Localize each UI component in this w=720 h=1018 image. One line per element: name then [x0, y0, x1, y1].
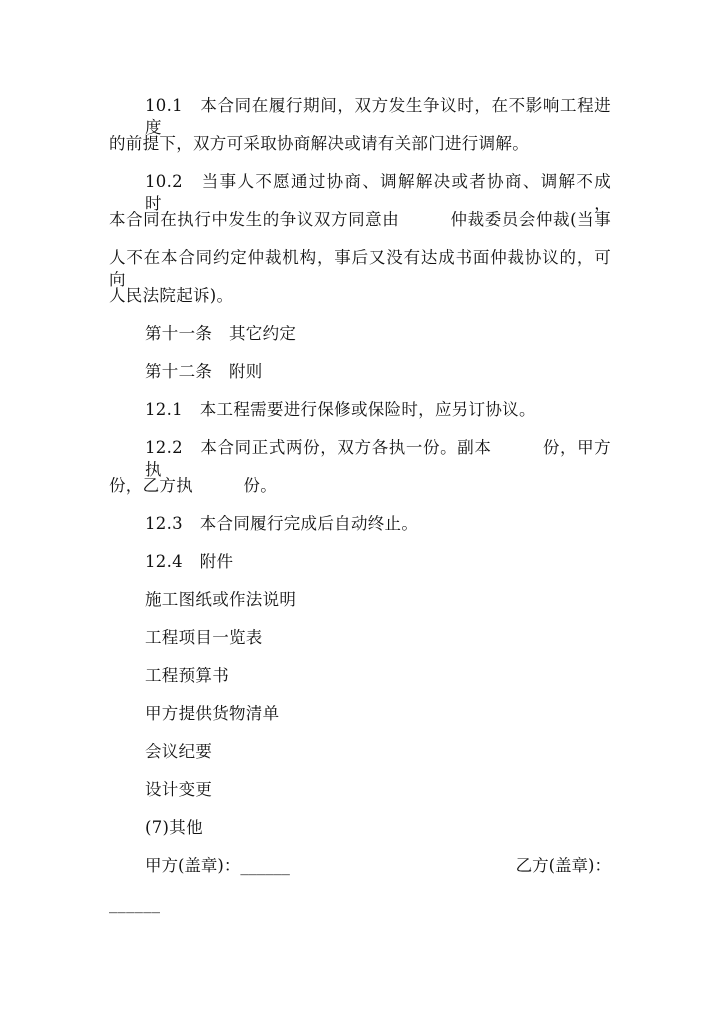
- clause-10-1-line-1: 10.1 本合同在履行期间，双方发生争议时，在不影响工程进度: [145, 96, 611, 137]
- clause-12-1: 12.1 本工程需要进行保修或保险时，应另订协议。: [145, 400, 536, 419]
- attachment-item-4: 甲方提供货物清单: [145, 704, 280, 723]
- article-12-heading: 第十二条 附则: [145, 362, 263, 381]
- clause-12-2-line-2: 份，乙方执 份。: [109, 476, 277, 495]
- party-b-signature: 乙方(盖章)：: [515, 856, 611, 875]
- clause-10-1-line-2: 的前提下，双方可采取协商解决或请有关部门进行调解。: [109, 134, 529, 153]
- attachment-item-6: 设计变更: [145, 780, 213, 799]
- clause-10-2-line-4: 人民法院起诉)。: [109, 286, 234, 305]
- article-11-heading: 第十一条 其它约定: [145, 324, 297, 343]
- attachment-item-2: 工程项目一览表: [145, 628, 263, 647]
- clause-10-2-line-1: 10.2 当事人不愿通过协商、调解解决或者协商、调解不成时，: [145, 172, 611, 213]
- attachment-item-3: 工程预算书: [145, 666, 229, 685]
- clause-12-3: 12.3 本合同履行完成后自动终止。: [145, 514, 419, 533]
- clause-10-2-line-3: 人不在本合同约定仲裁机构，事后又没有达成书面仲裁协议的，可向: [109, 248, 611, 289]
- party-a-signature: 甲方(盖章)：______: [145, 856, 290, 875]
- party-b-signature-blank: ______: [109, 894, 161, 913]
- attachment-item-1: 施工图纸或作法说明: [145, 590, 297, 609]
- clause-12-4: 12.4 附件: [145, 552, 234, 571]
- signature-row: [145, 855, 611, 877]
- attachment-item-7: (7)其他: [145, 818, 203, 837]
- clause-12-2-line-1: 12.2 本合同正式两份，双方各执一份。副本 份，甲方执: [145, 438, 611, 479]
- attachment-item-5: 会议纪要: [145, 742, 213, 761]
- clause-10-2-line-2: 本合同在执行中发生的争议双方同意由 仲裁委员会仲裁(当事: [109, 210, 611, 229]
